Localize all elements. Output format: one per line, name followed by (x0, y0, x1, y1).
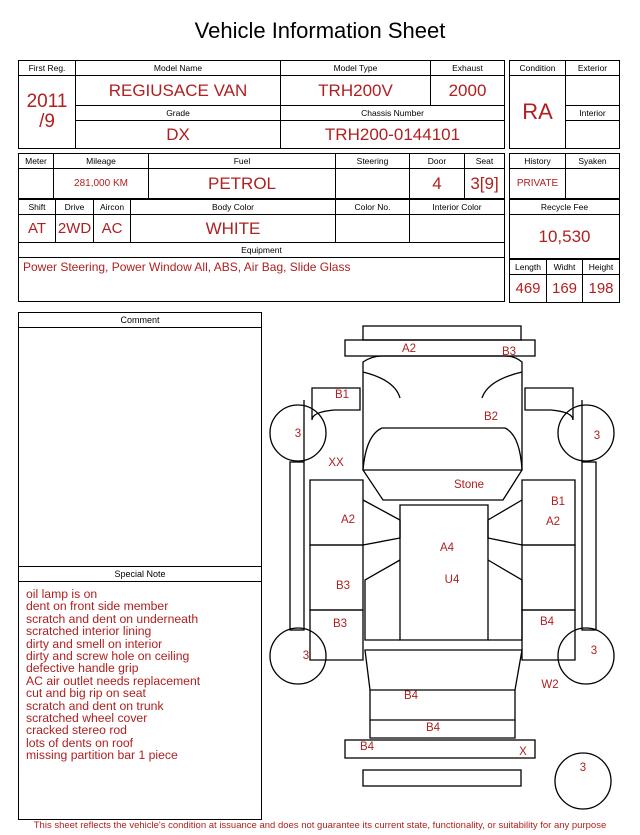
recycle-fee-value: 10,530 (510, 215, 620, 259)
page-title: Vehicle Information Sheet (194, 18, 446, 43)
damage-mark-wheel-rl: 3 (302, 650, 310, 662)
model-name-value: REGIUSACE VAN (76, 76, 281, 106)
damage-mark-roof-2: U4 (444, 574, 460, 586)
interior-color-value (410, 215, 505, 243)
model-name-label: Model Name (76, 61, 281, 76)
special-note-item: AC air outlet needs replacement (26, 673, 201, 688)
special-note-label: Special Note (19, 567, 261, 582)
comment-box (18, 312, 262, 567)
shift-value: AT (19, 215, 56, 243)
exterior-label: Exterior (566, 61, 620, 76)
damage-mark-rear-bumper-1: B4 (359, 741, 375, 753)
damage-mark-right-front-door-2: A2 (545, 516, 561, 528)
color-no-label: Color No. (336, 200, 410, 215)
damage-mark-right-rear-panel: B4 (539, 616, 555, 628)
mileage-label: Mileage (54, 154, 149, 169)
special-note-item: scratch and dent on trunk (26, 698, 164, 713)
damage-mark-front-bumper-1: A2 (401, 343, 417, 355)
special-note-item: scratched interior lining (26, 624, 152, 639)
special-note-item: cut and big rip on seat (26, 686, 146, 701)
equipment-label: Equipment (19, 243, 505, 258)
chassis-label: Chassis Number (281, 106, 505, 121)
shift-label: Shift (19, 200, 56, 215)
drive-label: Drive (56, 200, 94, 215)
interior-label: Interior (566, 106, 620, 121)
damage-mark-wheel-fr: 3 (593, 430, 601, 442)
special-note-box (18, 566, 262, 820)
mileage-value: 281,000 KM (54, 169, 149, 199)
recycle-fee-table (509, 199, 620, 259)
special-note-item: dirty and screw hole on ceiling (26, 649, 190, 664)
footer-disclaimer: This sheet reflects the vehicle's condition at issuance and does not guarantee its current state, functionality, or suitability for any purpose (33, 820, 607, 831)
exhaust-value: 2000 (431, 76, 505, 106)
damage-mark-left-rear-panel: B3 (332, 618, 348, 630)
interior-color-label: Interior Color (410, 200, 505, 215)
width-value: 169 (547, 275, 583, 303)
damage-mark-right-rear-quarter: W2 (541, 679, 559, 691)
chassis-value: TRH200-0144101 (281, 121, 505, 149)
aircon-label: Aircon (94, 200, 131, 215)
model-type-label: Model Type (281, 61, 431, 76)
condition-value: RA (510, 76, 566, 149)
special-note-item: lots of dents on roof (26, 735, 134, 750)
damage-mark-rear-hatch-2: B4 (425, 722, 441, 734)
exhaust-label: Exhaust (431, 61, 505, 76)
special-note-item: oil lamp is on (26, 587, 98, 601)
damage-mark-spare: 3 (579, 762, 587, 774)
special-note-item: dirty and smell on interior (26, 636, 163, 651)
damage-mark-wheel-fl: 3 (294, 428, 302, 440)
body-color-label: Body Color (131, 200, 336, 215)
width-label: Widht (547, 260, 583, 275)
dimensions-table (509, 259, 620, 303)
syaken-label: Syaken (566, 154, 620, 169)
body-color-value: WHITE (131, 215, 336, 243)
grade-value: DX (76, 121, 281, 149)
damage-mark-rear-hatch-1: B4 (403, 690, 419, 702)
damage-mark-right-front-door-1: B1 (550, 496, 566, 508)
special-note-item: missing partition bar 1 piece (26, 748, 178, 763)
damage-mark-wheel-rr: 3 (590, 645, 598, 657)
damage-mark-rear-bumper-2: X (519, 746, 527, 758)
equipment-value: Power Steering, Power Window All, ABS, Air Bag, Slide Glass (19, 258, 505, 302)
fuel-value: PETROL (149, 169, 336, 199)
drivetrain-table (18, 199, 505, 302)
special-note-item: scratch and dent on underneath (26, 611, 199, 626)
first-reg-year: 2011 (26, 91, 68, 112)
comment-label: Comment (19, 313, 261, 328)
damage-mark-hood: B2 (483, 411, 499, 423)
steering-label: Steering (336, 154, 410, 169)
damage-mark-left-slide-door: B3 (335, 580, 351, 592)
recycle-fee-label: Recycle Fee (510, 200, 620, 215)
seat-value: 3[9] (465, 169, 505, 199)
model-type-value: TRH200V (281, 76, 431, 106)
damage-mark-roof-1: A4 (439, 542, 455, 554)
damage-mark-windshield: Stone (453, 479, 485, 491)
length-value: 469 (510, 275, 547, 303)
color-no-value (336, 215, 410, 243)
history-label: History (510, 154, 566, 169)
history-table (509, 153, 620, 199)
damage-mark-left-front-door: XX (328, 457, 344, 469)
length-label: Length (510, 260, 547, 275)
meter-label: Meter (19, 154, 54, 169)
damage-mark-left-front-panel: A2 (340, 514, 356, 526)
model-info-table (18, 60, 505, 149)
first-reg-label: First Reg. (19, 61, 76, 76)
first-reg-month: /9 (39, 111, 55, 132)
damage-mark-front-bumper-2: B3 (501, 346, 517, 358)
height-value: 198 (583, 275, 620, 303)
history-value: PRIVATE (510, 169, 566, 199)
grade-label: Grade (76, 106, 281, 121)
height-label: Height (583, 260, 620, 275)
drive-value: 2WD (56, 215, 94, 243)
vehicle-damage-diagram (268, 318, 618, 818)
special-note-item: scratched wheel cover (26, 711, 148, 726)
exterior-value (566, 76, 620, 106)
special-note-item: cracked stereo rod (26, 723, 127, 738)
syaken-value (566, 169, 620, 199)
vehicle-spec-table (18, 153, 505, 199)
seat-label: Seat (465, 154, 505, 169)
fuel-label: Fuel (149, 154, 336, 169)
condition-label: Condition (510, 61, 566, 76)
door-value: 4 (410, 169, 465, 199)
aircon-value: AC (94, 215, 131, 243)
condition-table (509, 60, 620, 149)
special-note-list (19, 582, 261, 762)
first-reg-value (19, 76, 76, 149)
interior-value (566, 121, 620, 149)
meter-value (19, 169, 54, 199)
special-note-item: dent on front side member (26, 599, 169, 614)
door-label: Door (410, 154, 465, 169)
damage-mark-front-left-fender: B1 (334, 389, 350, 401)
steering-value (336, 169, 410, 199)
special-note-item: defective handle grip (26, 661, 139, 676)
